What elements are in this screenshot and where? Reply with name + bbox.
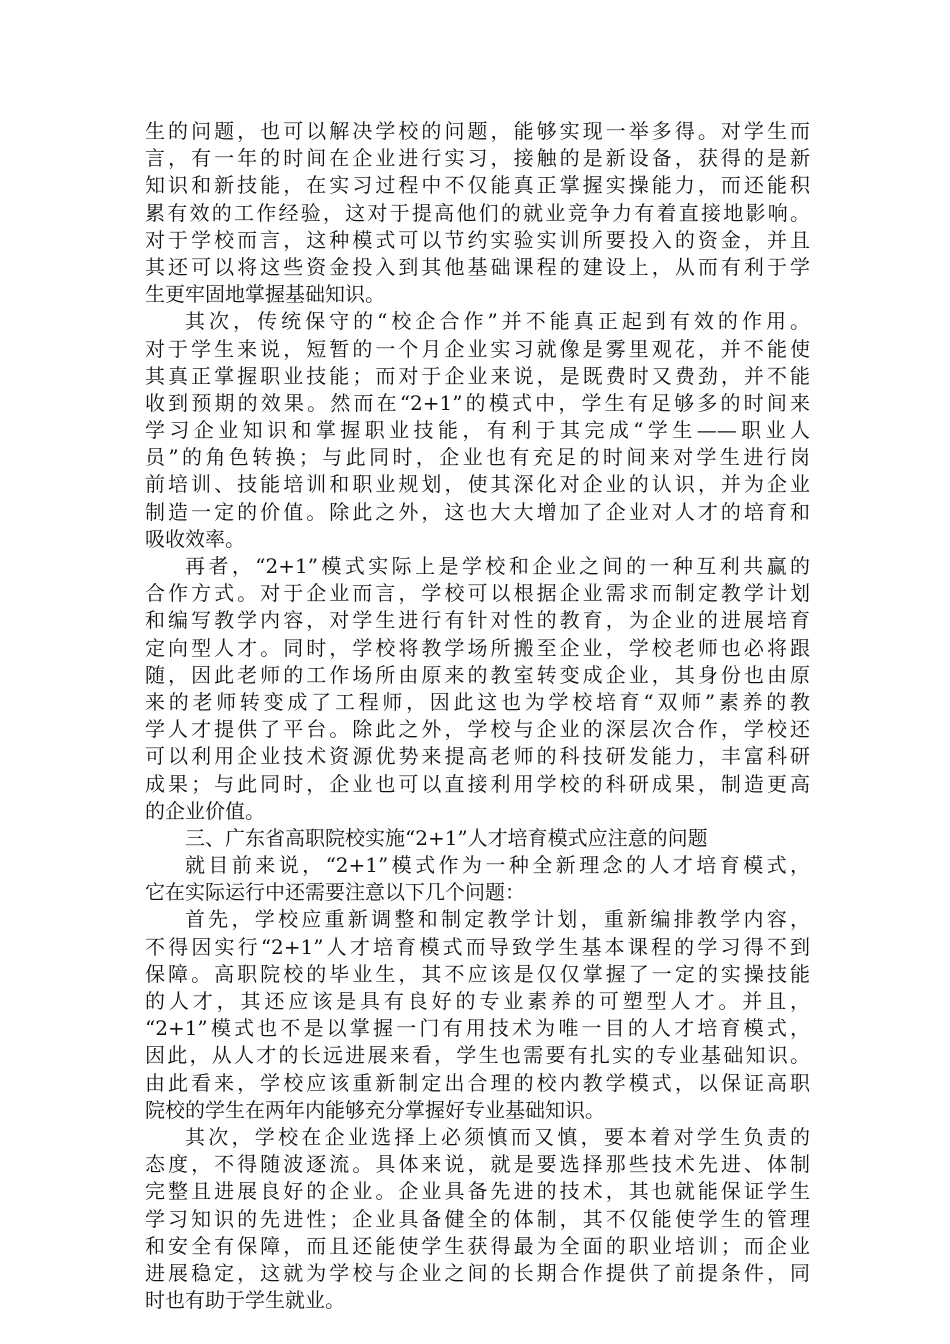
- text-line: 定向型人才。同时，学校将教学场所搬至企业，学校老师也必将跟: [145, 635, 810, 660]
- text-line: 其次，传统保守的“校企合作”并不能真正起到有效的作用。: [185, 309, 810, 334]
- text-line: 院校的学生在两年内能够充分掌握好专业基础知识。: [145, 1097, 605, 1122]
- text-line: 对于学生来说，短暂的一个月企业实习就像是雾里观花，并不能使: [145, 336, 810, 361]
- text-line: 它在实际运行中还需要注意以下几个问题：: [145, 880, 525, 905]
- text-line: 成果；与此同时，企业也可以直接利用学校的科研成果，制造更高: [145, 771, 810, 796]
- text-line: “2+1”模式也不是以掌握一门有用技术为唯一目的人才培育模式，: [145, 1016, 810, 1041]
- text-line: 言，有一年的时间在企业进行实习，接触的是新设备，获得的是新: [145, 146, 810, 171]
- text-line: 和编写教学内容，对学生进行有针对性的教育，为企业的进展培育: [145, 608, 810, 633]
- text-line: 完整且进展良好的企业。企业具备先进的技术，其也就能保证学生: [145, 1179, 810, 1204]
- text-line: 知识和新技能，在实习过程中不仅能真正掌握实操能力，而还能积: [145, 173, 810, 198]
- text-line: 累有效的工作经验，这对于提高他们的就业竞争力有着直接地影响。: [145, 200, 810, 225]
- text-line: 因此，从人才的长远进展来看，学生也需要有扎实的专业基础知识。: [145, 1043, 810, 1068]
- text-line: 学习企业知识和掌握职业技能，有利于其完成“学生——职业人: [145, 418, 810, 443]
- text-line: 时也有助于学生就业。: [145, 1288, 345, 1313]
- text-line: 员”的角色转换；与此同时，企业也有充足的时间来对学生进行岗: [145, 445, 810, 470]
- document-body: [145, 118, 810, 1314]
- text-line: 三、广东省高职院校实施“2+1”人才培育模式应注意的问题: [185, 825, 708, 850]
- text-line: 合作方式。对于企业而言，学校可以根据企业需求而制定教学计划: [145, 581, 810, 606]
- text-line: 制造一定的价值。除此之外，这也大大增加了企业对人才的培育和: [145, 499, 810, 524]
- text-line: 不得因实行“2+1”人才培育模式而导致学生基本课程的学习得不到: [145, 934, 810, 959]
- text-line: 的人才，其还应该是具有良好的专业素养的可塑型人才。并且，: [145, 989, 810, 1013]
- text-line: 其真正掌握职业技能；而对于企业来说，是既费时又费劲，并不能: [145, 363, 810, 388]
- text-line: 随，因此老师的工作场所由原来的教室转变成企业，其身份也由原: [145, 662, 810, 687]
- text-line: 吸收效率。: [145, 526, 245, 551]
- text-line: 生的问题，也可以解决学校的问题，能够实现一举多得。对学生而: [145, 119, 810, 143]
- text-line: 学习知识的先进性；企业具备健全的体制，其不仅能使学生的管理: [145, 1206, 810, 1231]
- text-line: 生更牢固地掌握基础知识。: [145, 282, 385, 307]
- text-line: 和安全有保障，而且还能使学生获得最为全面的职业培训；而企业: [145, 1233, 810, 1258]
- text-line: 就目前来说，“2+1”模式作为一种全新理念的人才培育模式，: [185, 853, 810, 878]
- text-line: 首先，学校应重新调整和制定教学计划，重新编排教学内容，: [185, 907, 810, 932]
- text-line: 的企业价值。: [145, 798, 265, 823]
- text-line: 收到预期的效果。然而在“2+1”的模式中，学生有足够多的时间来: [145, 390, 810, 415]
- text-line: 其次，学校在企业选择上必须慎而又慎，要本着对学生负责的: [185, 1124, 810, 1149]
- text-line: 由此看来，学校应该重新制定出合理的校内教学模式，以保证高职: [145, 1070, 810, 1095]
- text-line: 前培训、技能培训和职业规划，使其深化对企业的认识，并为企业: [145, 472, 810, 497]
- text-line: 态度，不得随波逐流。具体来说，就是要选择那些技术先进、体制: [145, 1152, 810, 1177]
- text-line: 对于学校而言，这种模式可以节约实验实训所要投入的资金，并且: [145, 227, 810, 252]
- text-line: 保障。高职院校的毕业生，其不应该是仅仅掌握了一定的实操技能: [145, 961, 810, 986]
- text-line: 学人才提供了平台。除此之外，学校与企业的深层次合作，学校还: [145, 717, 810, 742]
- text-line: 其还可以将这些资金投入到其他基础课程的建设上，从而有利于学: [145, 254, 810, 279]
- text-line: 进展稳定，这就为学校与企业之间的长期合作提供了前提条件，同: [145, 1260, 810, 1285]
- text-line: 来的老师转变成了工程师，因此这也为学校培育“双师”素养的教: [145, 689, 810, 714]
- text-line: 再者，“2+1”模式实际上是学校和企业之间的一种互利共赢的: [185, 554, 810, 578]
- text-line: 可以利用企业技术资源优势来提高老师的科技研发能力，丰富科研: [145, 744, 810, 769]
